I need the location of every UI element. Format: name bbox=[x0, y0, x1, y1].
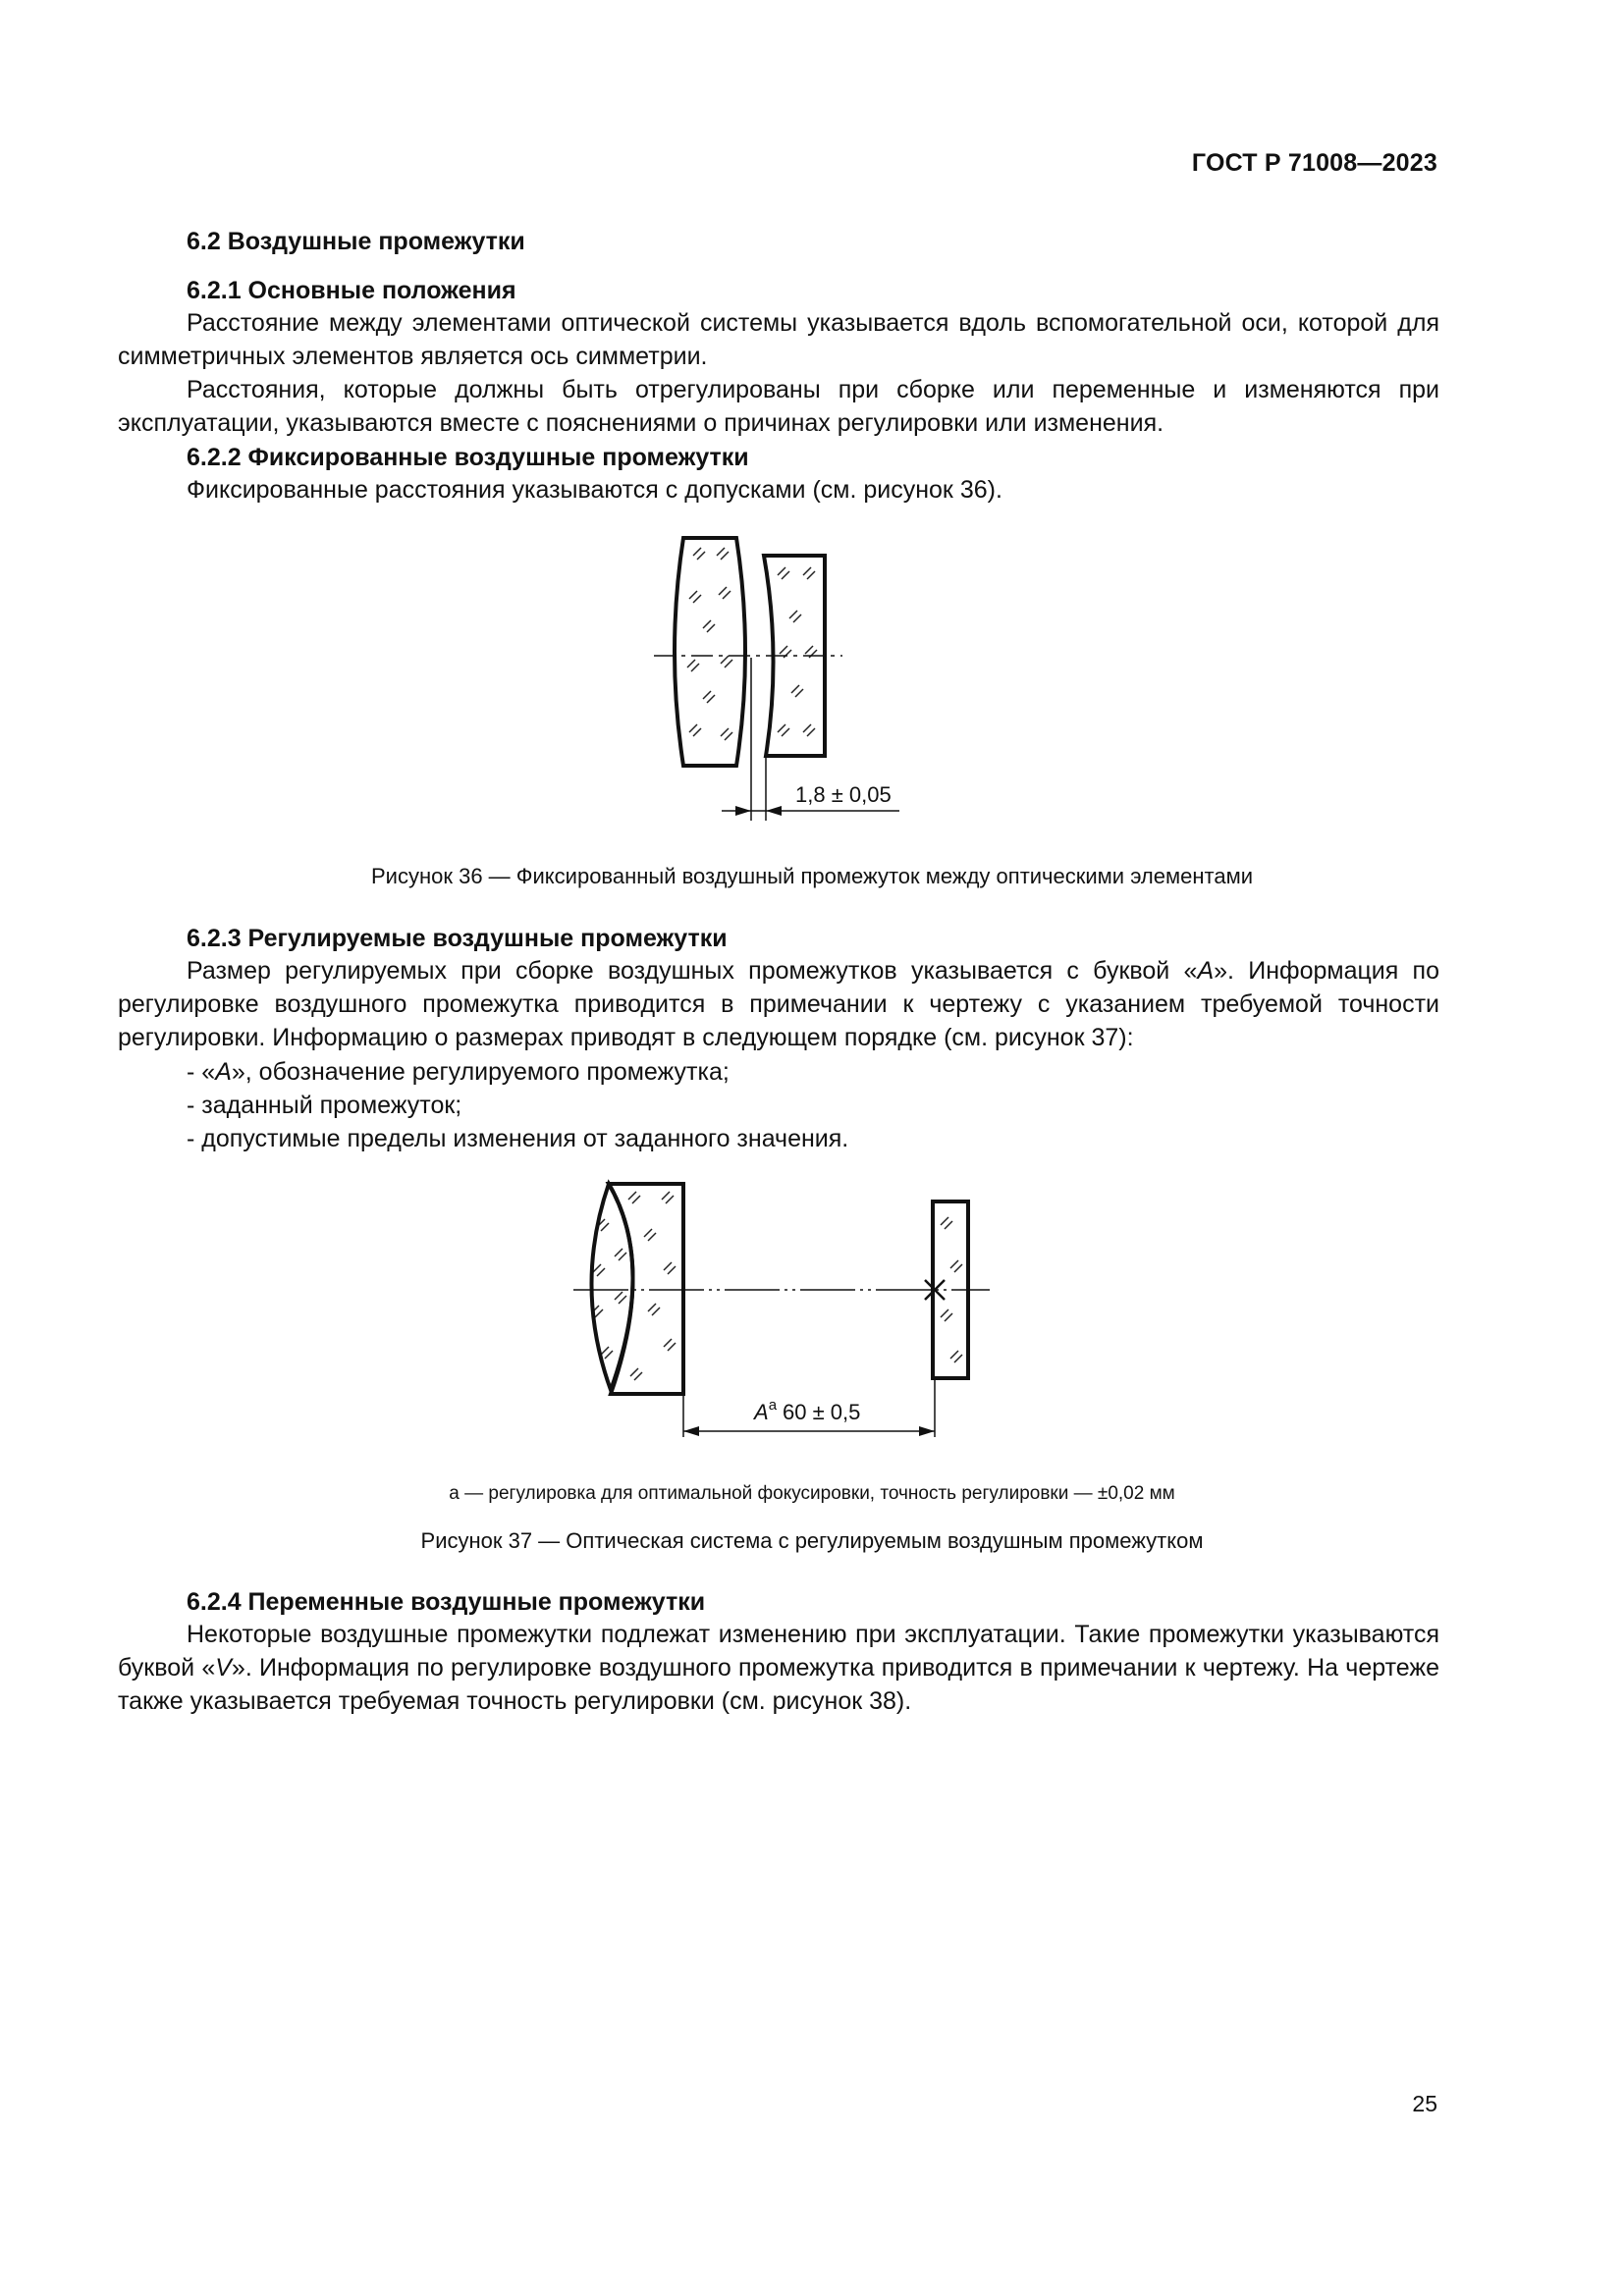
figure-37-footnote: а — регулировка для оптимальной фокусировки, точность регулировки — ±0,02 мм bbox=[449, 1483, 1175, 1504]
section-6-2-2-title: 6.2.2 Фиксированные воздушные промежутки bbox=[187, 444, 749, 471]
fig37-dimension-label bbox=[752, 1397, 860, 1424]
section-6-2-4-title: 6.2.4 Переменные воздушные промежутки bbox=[187, 1588, 706, 1616]
fig36-arrow-left bbox=[735, 806, 751, 816]
p4-part-a: Некоторые воздушные промежутки подлежат изменению при эксплуатации. Такие промежутки указываются буквой « bbox=[118, 1621, 1439, 1682]
fig37-doublet-crown bbox=[591, 1184, 633, 1390]
p1-letter-a: A bbox=[1197, 957, 1215, 985]
p4-part-b: ». Информация по регулировке воздушного промежутка приводится в примечании к чертежу. На чертеже также указывается требуемая точность регулировки (см. рисунок 38). bbox=[118, 1654, 1439, 1715]
section-6-2-2-paragraph-1: Фиксированные расстояния указываются с допусками (см. рисунок 36). bbox=[187, 476, 1002, 504]
fig36-arrow-right bbox=[766, 806, 782, 816]
fig36-lens-biconvex bbox=[675, 538, 745, 766]
fig37-dim-superscript: a bbox=[768, 1397, 778, 1414]
list-1-letter: A bbox=[215, 1058, 232, 1086]
fig37-arrow-right bbox=[919, 1426, 935, 1436]
section-6-2-1-paragraph-2: Расстояния, которые должны быть отрегулированы при сборке или переменные и изменяются при эксплуатации, указываются вместе с пояснениями о причинах регулировки или изменения. bbox=[118, 376, 1439, 437]
fig37-dim-value: 60 ± 0,5 bbox=[783, 1400, 861, 1424]
list-1-part-a: - « bbox=[187, 1058, 216, 1086]
figure-37-caption: Рисунок 37 — Оптическая система с регулируемым воздушным промежутком bbox=[420, 1528, 1204, 1553]
section-6-2-4-paragraph-1 bbox=[118, 1618, 1439, 1718]
standard-code: ГОСТ Р 71008—2023 bbox=[1191, 149, 1437, 177]
fig37-arrow-left bbox=[683, 1426, 699, 1436]
fig37-doublet-flint bbox=[609, 1184, 683, 1394]
list-item-2: - заданный промежуток; bbox=[187, 1092, 462, 1119]
section-6-2-title: 6.2 Воздушные промежутки bbox=[187, 228, 525, 255]
page-number: 25 bbox=[1412, 2091, 1437, 2116]
figure-37-drawing bbox=[560, 1174, 1011, 1449]
fig37-dim-letter: A bbox=[754, 1400, 769, 1424]
fig36-dimension-label: 1,8 ± 0,05 bbox=[795, 782, 892, 807]
figure-36-drawing bbox=[628, 530, 943, 829]
p1-part-b: ». Информация по регулировке воздушного промежутка приводится в примечании к чертежу с указанием требуемой точности регулировки. Информацию о размерах приводят в следующем порядке (см. рисунок 37): bbox=[118, 957, 1439, 1051]
p1-part-a: Размер регулируемых при сборке воздушных промежутков указывается с буквой « bbox=[187, 957, 1198, 985]
p4-letter-v: V bbox=[215, 1654, 232, 1682]
section-6-2-1-title: 6.2.1 Основные положения bbox=[187, 277, 516, 304]
section-6-2-1-paragraph-1: Расстояние между элементами оптической системы указывается вдоль вспомогательной оси, которой для симметричных элементов является ось симметрии. bbox=[118, 309, 1439, 370]
section-6-2-3-paragraph-1 bbox=[118, 954, 1439, 1054]
list-1-part-b: », обозначение регулируемого промежутка; bbox=[231, 1058, 730, 1086]
list-item-3: - допустимые пределы изменения от заданного значения. bbox=[187, 1125, 849, 1152]
list-item-1 bbox=[187, 1058, 730, 1087]
figure-36-caption: Рисунок 36 — Фиксированный воздушный промежуток между оптическими элементами bbox=[371, 864, 1253, 888]
section-6-2-3-title: 6.2.3 Регулируемые воздушные промежутки bbox=[187, 925, 728, 952]
